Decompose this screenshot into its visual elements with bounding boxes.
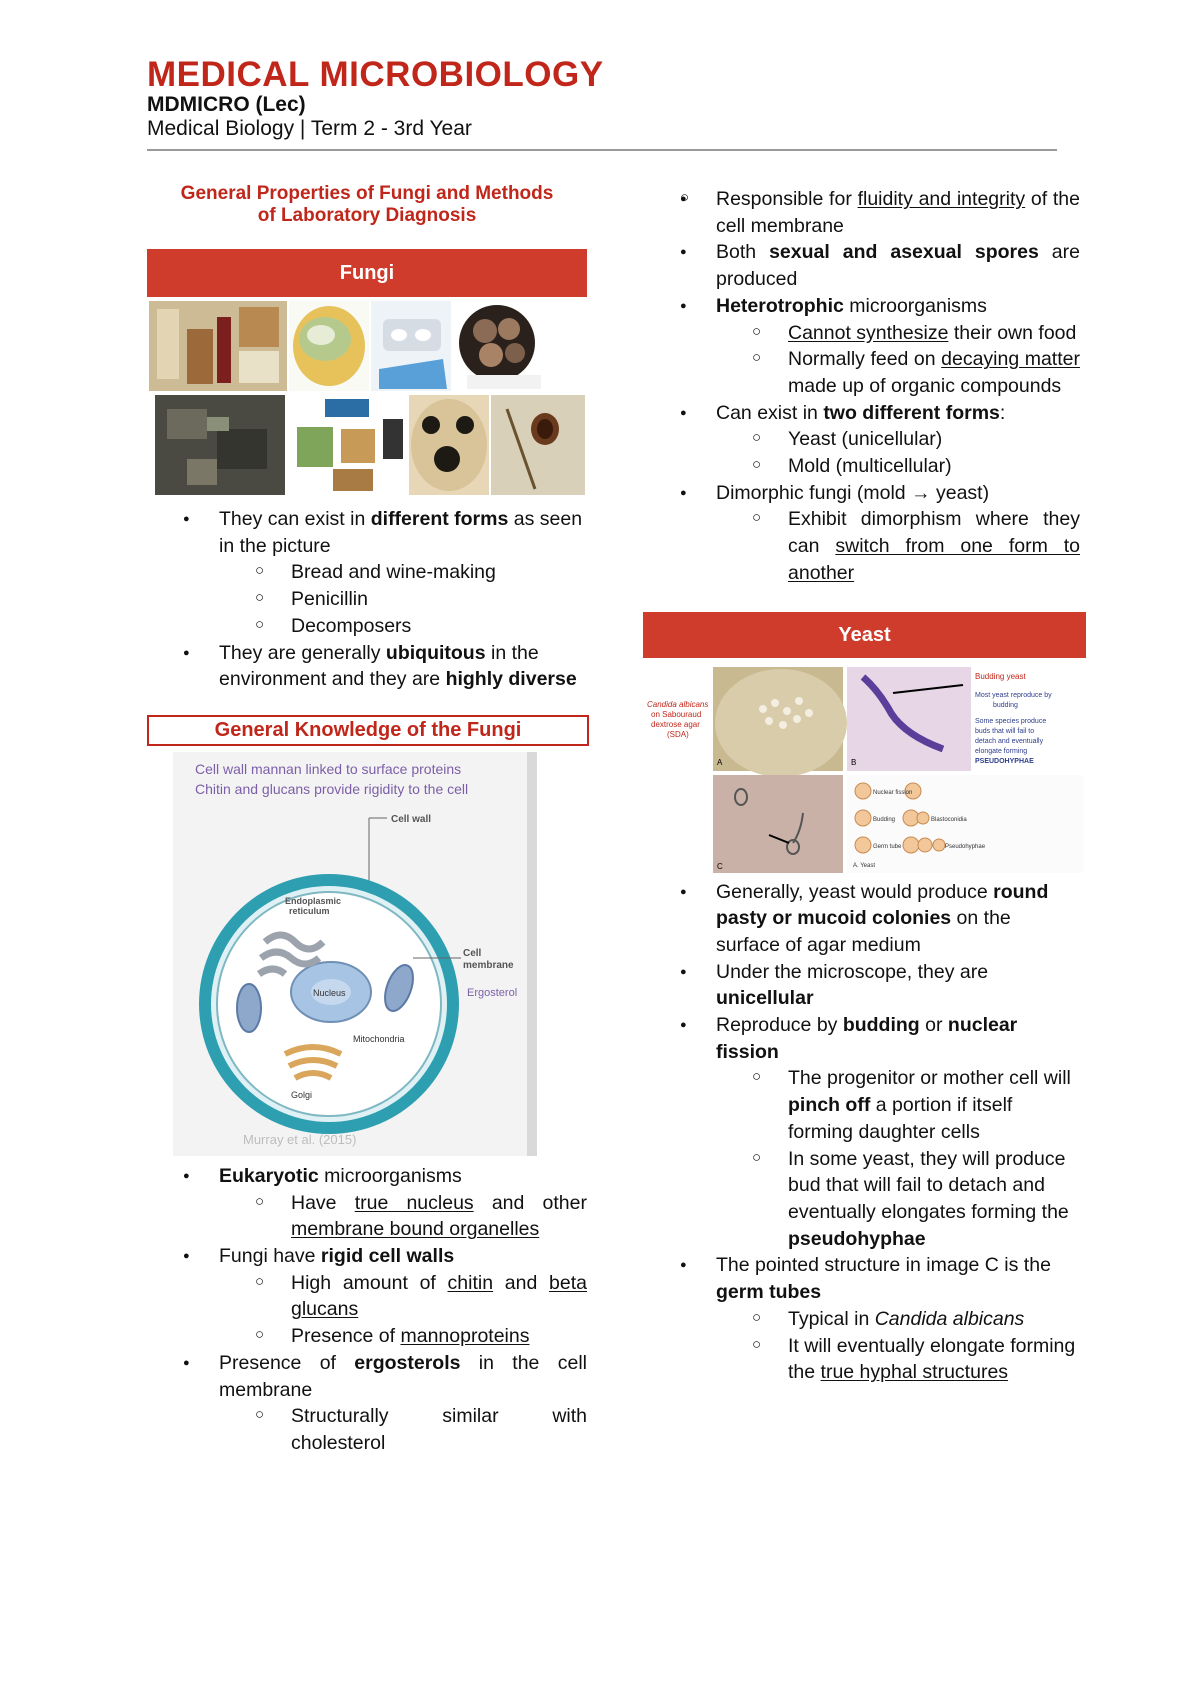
text: and other <box>473 1191 587 1214</box>
text: Typical in <box>788 1307 875 1330</box>
nuclear-fission-label: Nuclear fission <box>873 789 913 796</box>
bold-text: rigid cell walls <box>320 1245 455 1268</box>
text: They are generally <box>219 641 386 664</box>
underlined-text: decaying matter <box>941 348 1080 371</box>
sub-list <box>291 559 587 639</box>
label-mitochondria: Mitochondria <box>353 1033 405 1044</box>
fungi-collage-image <box>147 299 587 498</box>
text: their own food <box>948 321 1077 344</box>
text: Exhibit dimorphism where they can <box>788 508 1080 558</box>
text: Responsible for <box>716 188 858 210</box>
sub-list <box>291 1190 587 1243</box>
italic-text: Candida albicans <box>874 1307 1025 1330</box>
sub-list-item <box>788 1146 1080 1253</box>
label-er-2: reticulum <box>289 905 330 916</box>
text: Presence of <box>219 1351 355 1374</box>
bold-text: Heterotrophic <box>716 294 844 317</box>
germ-tube-label: Germ tube <box>873 843 902 850</box>
most-yeast-label: Most yeast reproduce by <box>975 691 1052 699</box>
most-yeast-label-2: budding <box>993 701 1018 709</box>
list-item <box>643 239 1080 292</box>
course-subtitle: Medical Biology | Term 2 - 3rd Year <box>147 117 472 140</box>
sub-list <box>788 1065 1080 1252</box>
budding-yeast-label: Budding yeast <box>975 671 1026 681</box>
list-item <box>643 959 1080 1012</box>
text: are produced <box>716 241 1080 291</box>
text: Reproduce by <box>716 1014 843 1037</box>
text: In some yeast, they will produce bud that will fail to detach and eventually elongates forming the <box>788 1147 1069 1223</box>
list-item <box>147 1243 587 1350</box>
panel-c-label: C <box>717 861 723 871</box>
yeast-banner: Yeast <box>643 612 1086 658</box>
list-item <box>147 1163 587 1243</box>
text: or <box>919 1014 948 1037</box>
fungal-cell-svg <box>173 752 537 1156</box>
panel-a-label: A <box>717 757 723 767</box>
sub-list <box>291 1270 587 1350</box>
text: Generally, yeast would produce <box>716 880 994 903</box>
candida-label-3: dextrose agar <box>651 719 700 729</box>
fungi-collage-svg <box>147 299 587 498</box>
sub-list-item: ○ Structurally similar with cholesterol <box>291 1403 587 1456</box>
text: Can exist in <box>716 401 824 424</box>
text: Have <box>291 1191 355 1214</box>
underlined-text: chitin <box>447 1271 494 1294</box>
sub-list-item <box>716 186 1080 239</box>
text: microorganisms <box>843 294 987 317</box>
list-item <box>643 293 1080 400</box>
text: The progenitor or mother cell will <box>788 1067 1071 1090</box>
text: Dimorphic fungi (mold → yeast) <box>716 481 990 504</box>
bold-text: nuclear fission <box>716 1014 1018 1063</box>
text: Presence of <box>291 1325 401 1348</box>
yeast-list <box>643 879 1080 1386</box>
list-item <box>643 1252 1080 1386</box>
sub-list-item <box>788 506 1080 586</box>
budding-label: Budding <box>873 816 896 823</box>
bold-text: budding <box>842 1014 920 1037</box>
section-title <box>147 183 587 227</box>
bold-text: different forms <box>370 508 509 530</box>
sub-list-item <box>291 1190 587 1243</box>
sub-list <box>716 186 1080 239</box>
text: High amount of <box>291 1271 448 1294</box>
sub-list <box>291 1403 587 1456</box>
some-species-label-3: detach and eventually <box>975 737 1044 745</box>
diagram-credit: Murray et al. (2015) <box>243 1131 357 1147</box>
candida-label-2: on Sabouraud <box>651 709 702 719</box>
pseudohyphae-diagram-label: Pseudohyphae <box>945 843 986 850</box>
course-title: MEDICAL MICROBIOLOGY <box>147 55 604 94</box>
label-ergosterol: Ergosterol <box>467 986 518 999</box>
text: and <box>493 1271 550 1294</box>
underlined-text: membrane bound organelles <box>291 1218 540 1241</box>
list-item <box>643 480 1080 587</box>
candida-label: Candida albicans <box>647 699 709 709</box>
eukaryote-list <box>147 1163 587 1457</box>
text: on the surface of agar medium <box>716 907 1011 956</box>
sub-list <box>788 506 1080 586</box>
left-column <box>147 183 587 1457</box>
panel-b-label: B <box>851 757 857 767</box>
sub-list-item: ○ Penicillin <box>291 586 587 613</box>
some-species-label: Some species produce <box>975 717 1047 725</box>
underlined-text: switch from one form to another <box>788 535 1080 584</box>
label-cell-wall: Cell wall <box>391 813 432 825</box>
text: The pointed structure in image C is the <box>716 1254 1051 1277</box>
bold-text: ergosterols <box>354 1351 461 1374</box>
bold-text: germ tubes <box>716 1281 822 1304</box>
bold-text: pinch off <box>788 1094 871 1117</box>
text: Normally feed on <box>788 348 942 371</box>
underlined-text: beta glucans <box>291 1271 587 1321</box>
list-item <box>147 1350 587 1457</box>
candida-label-4: (SDA) <box>667 729 689 739</box>
some-species-label-4: elongate forming <box>975 747 1028 755</box>
section-title-line-1: General Properties of Fungi and Methods <box>180 183 554 204</box>
sub-list <box>788 426 1080 479</box>
sub-list-item: ○ Decomposers <box>291 613 587 640</box>
text: a portion if itself forming daughter cells <box>788 1094 1013 1143</box>
list-item <box>643 879 1080 959</box>
bold-text: unicellular <box>716 987 814 1010</box>
underlined-text: fluidity and integrity <box>857 188 1026 210</box>
bold-text: ubiquitous <box>385 641 486 664</box>
list-item <box>147 640 587 693</box>
list-item <box>147 506 587 640</box>
text: microorganisms <box>318 1164 462 1187</box>
sub-list-item <box>788 1065 1080 1145</box>
properties-list <box>643 186 1080 587</box>
some-species-label-2: buds that will fail to <box>975 727 1035 735</box>
sub-list-item <box>291 1323 587 1350</box>
label-er: Endoplasmic <box>285 895 342 906</box>
list-item <box>643 1012 1080 1252</box>
list-item <box>643 400 1080 480</box>
header-divider <box>147 149 1057 151</box>
sub-list <box>788 1306 1080 1386</box>
sub-list-item: ○ Yeast (unicellular) <box>788 426 1080 453</box>
text: Under the microscope, they are <box>716 960 989 983</box>
right-column <box>643 186 1080 1386</box>
sub-list-item <box>788 1333 1080 1386</box>
text: in the environment and they are <box>219 641 539 691</box>
bold-text: sexual and asexual spores <box>769 241 1039 264</box>
yeast-figure-svg <box>643 663 1086 876</box>
text: It will eventually elongate forming the <box>788 1334 1076 1384</box>
label-cell: Cell <box>463 947 482 959</box>
text: They can exist in <box>219 508 371 530</box>
underlined-text: true nucleus <box>354 1191 474 1214</box>
text: as seen in the picture <box>219 508 583 557</box>
sub-list-item <box>788 1306 1080 1333</box>
diagram-caption-2: Chitin and glucans provide rigidity to the cell <box>195 780 469 797</box>
label-membrane: membrane <box>463 959 514 971</box>
sub-list-item <box>291 1270 587 1323</box>
sub-list <box>788 320 1080 400</box>
pseudohyphae-label: PSEUDOHYPHAE <box>975 757 1034 765</box>
bold-text: pseudohyphae <box>788 1227 926 1250</box>
sub-list-item <box>788 320 1080 347</box>
text: of the cell membrane <box>716 188 1080 237</box>
text: in the cell membrane <box>219 1351 587 1401</box>
general-knowledge-banner: General Knowledge of the Fungi <box>147 715 589 746</box>
fungal-cell-diagram <box>173 752 537 1156</box>
text: made up of organic compounds <box>788 374 1062 397</box>
section-title-line-2: of Laboratory Diagnosis <box>257 205 477 226</box>
sub-list-item: ○ Bread and wine-making <box>291 559 587 586</box>
yeast-figure-image <box>643 663 1086 876</box>
fungi-forms-list <box>147 506 587 693</box>
diagram-caption-1: Cell wall mannan linked to surface proteins <box>195 760 462 777</box>
text: : <box>999 401 1006 424</box>
bold-text: round pasty or mucoid colonies <box>716 880 1049 930</box>
underlined-text: true hyphal structures <box>820 1361 1009 1384</box>
underlined-text: Cannot synthesize <box>788 321 949 344</box>
blastoconidia-label: Blastoconidia <box>931 816 967 823</box>
text: Both <box>716 241 770 264</box>
continued-sub-item <box>643 186 1080 239</box>
fungi-banner: Fungi <box>147 249 587 297</box>
text: Fungi have <box>219 1245 321 1268</box>
label-nucleus: Nucleus <box>313 987 346 998</box>
underlined-text: mannoproteins <box>400 1325 530 1348</box>
sub-list-item: ○ Mold (multicellular) <box>788 453 1080 480</box>
label-golgi: Golgi <box>291 1089 313 1100</box>
course-code: MDMICRO (Lec) <box>147 93 306 116</box>
sub-list-item <box>788 346 1080 399</box>
bold-text: Eukaryotic <box>219 1164 319 1187</box>
bold-text: highly diverse <box>445 668 577 691</box>
document-header <box>147 56 1057 142</box>
bold-text: two different forms <box>823 401 1000 424</box>
yeast-diagram-label: A. Yeast <box>853 862 876 869</box>
